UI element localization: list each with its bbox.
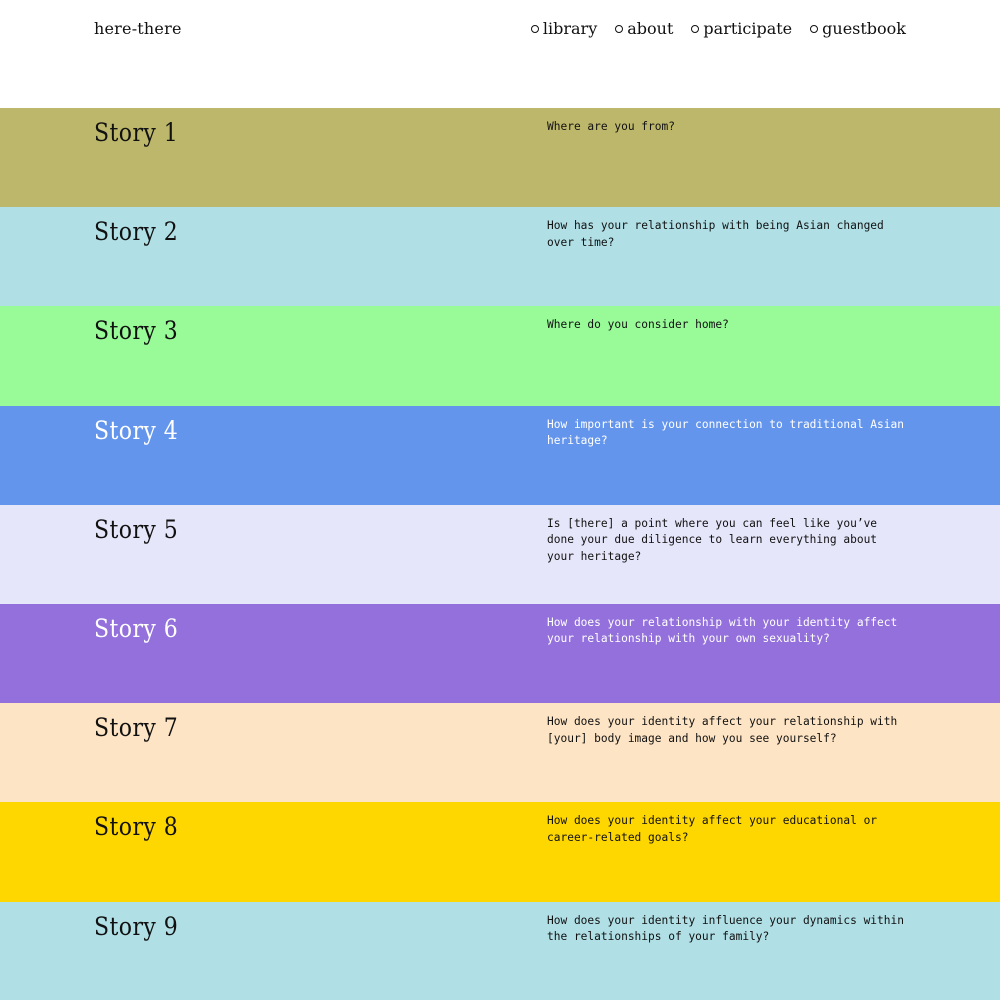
story-row[interactable] (0, 802, 1000, 901)
story-list (0, 108, 1000, 1000)
nav-item-label: participate (703, 19, 793, 38)
site-logo[interactable]: here-there (94, 19, 182, 38)
story-question: Where do you consider home? (547, 318, 729, 332)
story-row[interactable] (0, 207, 1000, 306)
story-title: Story 8 (94, 812, 179, 842)
story-question: How important is your connection to traditional Asian heritage? (547, 417, 904, 448)
story-title: Story 6 (94, 613, 179, 643)
nav-item-library[interactable] (531, 19, 597, 38)
story-question: How has your relationship with being Asian changed over time? (547, 219, 884, 249)
nav-item-label: library (542, 19, 598, 38)
story-title: Story 3 (94, 316, 179, 346)
circle-icon (615, 25, 623, 33)
nav-item-guestbook[interactable] (810, 19, 906, 38)
story-row[interactable] (0, 902, 1000, 1000)
nav-item-label: guestbook (822, 19, 906, 38)
story-row[interactable] (0, 604, 1000, 703)
nav-item-about[interactable] (615, 19, 673, 38)
story-question: How does your identity affect your educational or career-related goals? (547, 814, 878, 844)
site-header (0, 0, 1000, 108)
main-nav (531, 19, 906, 38)
story-title: Story 1 (94, 118, 179, 147)
story-row[interactable] (0, 406, 1000, 505)
nav-item-label: about (627, 19, 674, 38)
story-question: How does your identity affect your relationship with [your] body image and how you see yourself? (547, 715, 898, 745)
story-row[interactable] (0, 505, 1000, 604)
story-title: Story 5 (94, 514, 179, 544)
story-row[interactable] (0, 108, 1000, 207)
story-question: How does your relationship with your identity affect your relationship with your own sexuality? (547, 615, 898, 646)
story-question: Where are you from? (547, 120, 675, 133)
story-question: Is [there] a point where you can feel like you’ve done your due diligence to learn everything about your heritage? (547, 516, 878, 563)
story-row[interactable] (0, 306, 1000, 405)
story-title: Story 7 (94, 713, 179, 743)
story-question: How does your identity influence your dynamics within the relationships of your family? (547, 913, 904, 943)
story-title: Story 2 (94, 217, 179, 247)
circle-icon (691, 25, 699, 33)
story-title: Story 9 (94, 911, 179, 941)
nav-item-participate[interactable] (691, 19, 792, 38)
circle-icon (531, 25, 539, 33)
story-row[interactable] (0, 703, 1000, 802)
story-title: Story 4 (94, 415, 179, 445)
circle-icon (810, 25, 818, 33)
